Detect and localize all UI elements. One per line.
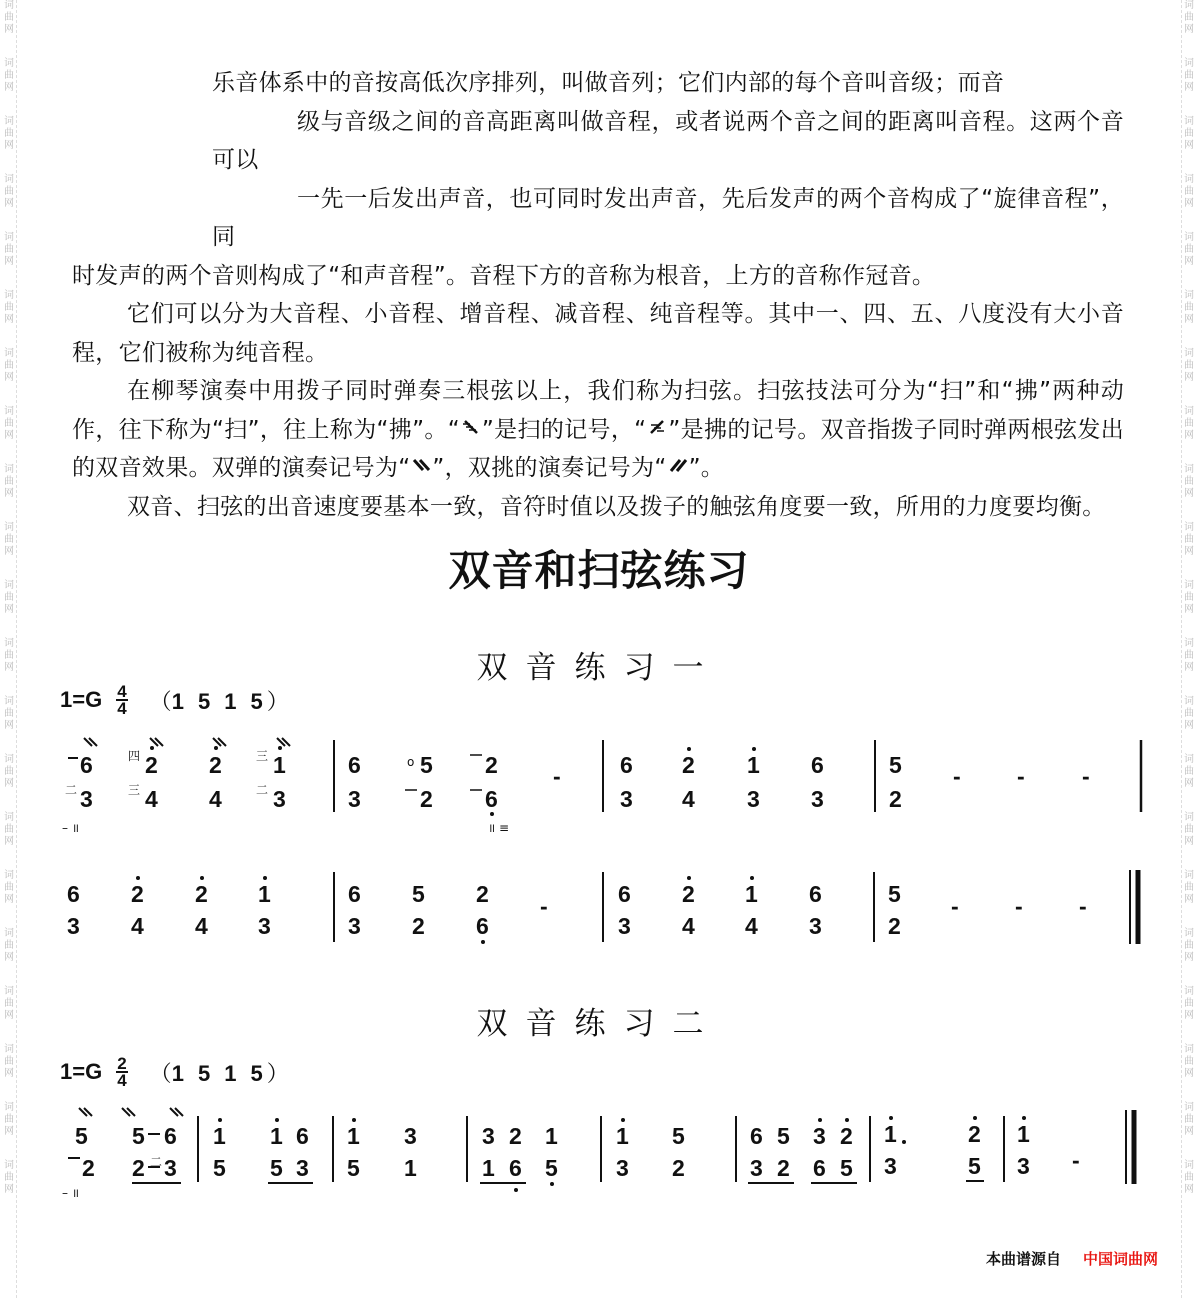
upper-note: 6 bbox=[348, 881, 361, 907]
lower-note: 3 bbox=[750, 1155, 763, 1181]
lower-note: 2 bbox=[132, 1155, 145, 1181]
upper-note: 5 bbox=[777, 1123, 790, 1149]
watermark-text: 词 曲 网 bbox=[1184, 174, 1194, 209]
tuning-pickup: （1515） bbox=[149, 688, 289, 714]
source-site-link[interactable]: 中国词曲网 bbox=[1082, 1250, 1158, 1268]
repeat-mark: ॥ ≡ bbox=[488, 821, 510, 835]
watermark-text: 词 曲 网 bbox=[1184, 870, 1194, 905]
watermark-text: 词 曲 网 bbox=[4, 986, 14, 1021]
string-mark: 三 bbox=[128, 783, 141, 797]
upper-note: 3 bbox=[482, 1123, 495, 1149]
upper-note: 6 bbox=[80, 752, 93, 778]
watermark-text: 词 曲 网 bbox=[1184, 638, 1194, 673]
watermark-text: 词 曲 网 bbox=[4, 522, 14, 557]
watermark-text: 词 曲 网 bbox=[4, 754, 14, 789]
watermark-text: 词 曲 网 bbox=[1184, 696, 1194, 731]
exercise-2-key bbox=[60, 1052, 289, 1092]
lower-note: 6 bbox=[813, 1155, 826, 1181]
lower-note: 6 bbox=[476, 913, 489, 939]
watermark-text: 词 曲 网 bbox=[4, 870, 14, 905]
upper-note: 5 bbox=[412, 881, 425, 907]
string-mark: 三 bbox=[256, 749, 269, 763]
lower-note: 5 bbox=[347, 1155, 360, 1181]
upper-note: 6 bbox=[164, 1123, 177, 1149]
time-denominator: 4 bbox=[117, 699, 127, 718]
source-label: 本曲谱源自 bbox=[985, 1250, 1061, 1268]
text-run: ”。 bbox=[688, 455, 725, 481]
paragraph-line: 级与音级之间的音高距离叫做音程，或者说两个音之间的距离叫音程。这两个音可以 bbox=[212, 108, 1124, 173]
double-lift-mark-icon bbox=[667, 455, 689, 475]
watermark-text: 词 曲 网 bbox=[1184, 928, 1194, 963]
upper-note: 2 bbox=[195, 881, 208, 907]
lower-note: 6 bbox=[485, 786, 498, 812]
tuning-pickup: （1515） bbox=[149, 1060, 289, 1086]
key-label: 1=G bbox=[60, 1059, 103, 1084]
watermark-text: 词 曲 网 bbox=[1184, 116, 1194, 151]
text-run: ”是拂的记号。双音指拨子同时弹两根弦发出的双音效果。双弹的演奏记号为“ bbox=[72, 416, 1124, 481]
lower-note: 3 bbox=[811, 786, 824, 812]
time-denominator: 4 bbox=[117, 1071, 127, 1090]
lower-note: 2 bbox=[672, 1155, 685, 1181]
watermark-text: 词 曲 网 bbox=[1184, 290, 1194, 325]
watermark-text: 词 曲 网 bbox=[1184, 232, 1194, 267]
harmonic-mark: o bbox=[407, 755, 415, 769]
watermark-text: 词 曲 网 bbox=[4, 696, 14, 731]
lower-note: 2 bbox=[889, 786, 902, 812]
repeat-mark: – ॥ bbox=[62, 1186, 80, 1200]
upper-note: 6 bbox=[620, 752, 633, 778]
dash: - bbox=[1079, 893, 1087, 919]
watermark-text: 词 曲 网 bbox=[1184, 58, 1194, 93]
exercise-2-title: 双音练习二 bbox=[476, 1006, 722, 1042]
brush-mark-icon bbox=[646, 417, 668, 437]
upper-note: 2 bbox=[485, 752, 498, 778]
watermark-text: 词 曲 网 bbox=[1184, 1102, 1194, 1137]
paragraph-line: 乐音体系中的音按高低次序排列，叫做音列；它们内部的每个音叫音级；而音 bbox=[212, 70, 1005, 96]
text-run: ”，双挑的演奏记号为“ bbox=[432, 455, 667, 481]
pickup-note: 5 bbox=[250, 1060, 267, 1086]
dash: - bbox=[1017, 763, 1025, 789]
watermark-text: 词 曲 网 bbox=[4, 0, 14, 35]
watermark-text: 词 曲 网 bbox=[1184, 0, 1194, 35]
lower-note: 3 bbox=[618, 913, 631, 939]
upper-note: 5 bbox=[672, 1123, 685, 1149]
upper-note: 5 bbox=[888, 881, 901, 907]
watermark-text: 词 曲 网 bbox=[4, 290, 14, 325]
upper-note: 1 bbox=[273, 752, 286, 778]
upper-note: 6 bbox=[811, 752, 824, 778]
upper-note: 2 bbox=[682, 881, 695, 907]
watermark-text: 词 曲 网 bbox=[1184, 812, 1194, 847]
lower-note: 2 bbox=[82, 1155, 95, 1181]
upper-note: 1 bbox=[745, 881, 758, 907]
watermark-text: 词 曲 网 bbox=[4, 116, 14, 151]
upper-note: 5 bbox=[132, 1123, 145, 1149]
lower-note: 3 bbox=[884, 1153, 897, 1179]
watermark-text: 词 曲 网 bbox=[1184, 986, 1194, 1021]
watermark-text: 词 曲 网 bbox=[1184, 464, 1194, 499]
lower-note: 2 bbox=[412, 913, 425, 939]
lower-note: 2 bbox=[777, 1155, 790, 1181]
exercise-1-row-1 bbox=[0, 730, 1198, 850]
text-run: 在柳琴演奏中用拨子同时弹奏三根弦以上，我们称为扫弦。扫弦技法可分为“扫”和“拂”两种动作，往下称为“扫”，往上称为“拂”。“ bbox=[72, 378, 1124, 443]
upper-note: 6 bbox=[809, 881, 822, 907]
string-mark: 二 bbox=[256, 783, 269, 797]
upper-note: 3 bbox=[404, 1123, 417, 1149]
lower-note: 3 bbox=[620, 786, 633, 812]
lower-note: 3 bbox=[273, 786, 286, 812]
paragraph-line: 一先一后发出声音，也可同时发出声音，先后发声的两个音构成了“旋律音程”，同 bbox=[212, 185, 1124, 250]
body-text bbox=[72, 64, 1124, 526]
upper-note: 1 bbox=[747, 752, 760, 778]
lower-note: 1 bbox=[482, 1155, 495, 1181]
upper-note: 2 bbox=[145, 752, 158, 778]
upper-note: 1 bbox=[545, 1123, 558, 1149]
pickup-note: 1 bbox=[171, 1060, 198, 1086]
lower-note: 4 bbox=[682, 786, 695, 812]
dash: - bbox=[953, 763, 961, 789]
watermark-text: 词 曲 网 bbox=[1184, 580, 1194, 615]
exercise-2-row bbox=[0, 1102, 1198, 1212]
lower-note: 3 bbox=[616, 1155, 629, 1181]
upper-note: 5 bbox=[75, 1123, 88, 1149]
upper-note: 2 bbox=[131, 881, 144, 907]
pickup-note: 5 bbox=[197, 688, 225, 714]
paragraph-consistency: 双音、扫弦的出音速度要基本一致，音符时值以及拨子的触弦角度要一致，所用的力度要均衡。 bbox=[127, 493, 1106, 520]
watermark-text: 词 曲 网 bbox=[1184, 754, 1194, 789]
pickup-note: 1 bbox=[171, 688, 198, 714]
lower-note: 4 bbox=[682, 913, 695, 939]
pickup-note: 1 bbox=[224, 1060, 251, 1086]
upper-note: 6 bbox=[296, 1123, 309, 1149]
upper-note: 6 bbox=[750, 1123, 763, 1149]
string-mark: 二 bbox=[65, 783, 78, 797]
exercise-1-row-2 bbox=[0, 862, 1198, 952]
upper-note: 1 bbox=[616, 1123, 629, 1149]
dash: - bbox=[1072, 1147, 1080, 1173]
lower-note: 3 bbox=[80, 786, 93, 812]
lower-note: 3 bbox=[747, 786, 760, 812]
dash: - bbox=[553, 763, 561, 789]
repeat-mark: – ॥ bbox=[62, 821, 80, 835]
time-numerator: 2 bbox=[117, 1054, 127, 1073]
watermark-text: 词 曲 网 bbox=[4, 464, 14, 499]
watermark-text: 词 曲 网 bbox=[4, 1102, 14, 1137]
lower-note: 5 bbox=[545, 1155, 558, 1181]
watermark-text: 词 曲 网 bbox=[4, 638, 14, 673]
upper-note: 2 bbox=[509, 1123, 522, 1149]
sweep-mark-icon bbox=[460, 417, 482, 437]
upper-note: 6 bbox=[348, 752, 361, 778]
watermark-text: 词 曲 网 bbox=[1184, 1160, 1194, 1195]
dash: - bbox=[951, 893, 959, 919]
lower-note: 3 bbox=[296, 1155, 309, 1181]
lower-note: 3 bbox=[348, 786, 361, 812]
upper-note: 6 bbox=[618, 881, 631, 907]
paragraph-line: 时发声的两个音则构成了“和声音程”。音程下方的音称为根音，上方的音称作冠音。 bbox=[72, 262, 936, 289]
lower-note: 3 bbox=[258, 913, 271, 939]
upper-note: 1 bbox=[270, 1123, 283, 1149]
watermark-text: 词 曲 网 bbox=[1184, 406, 1194, 441]
lower-note: 1 bbox=[404, 1155, 417, 1181]
watermark-text: 词 曲 网 bbox=[4, 406, 14, 441]
watermark-text: 词 曲 网 bbox=[4, 812, 14, 847]
lower-note: 3 bbox=[348, 913, 361, 939]
exercise-1-title: 双音练习一 bbox=[476, 650, 722, 686]
upper-note: 2 bbox=[840, 1123, 853, 1149]
upper-note: 1 bbox=[1017, 1121, 1030, 1147]
watermark-text: 词 曲 网 bbox=[1184, 522, 1194, 557]
upper-note: 1 bbox=[884, 1121, 897, 1147]
upper-note: 1 bbox=[347, 1123, 360, 1149]
paragraph-strumming bbox=[72, 372, 1124, 488]
lower-note: 3 bbox=[1017, 1153, 1030, 1179]
time-signature bbox=[116, 684, 127, 716]
upper-note: 3 bbox=[813, 1123, 826, 1149]
watermark-text: 词 曲 网 bbox=[4, 348, 14, 383]
dash: - bbox=[1082, 763, 1090, 789]
lower-note: 4 bbox=[145, 786, 158, 812]
lower-note: 2 bbox=[888, 913, 901, 939]
paragraph-interval bbox=[72, 64, 1124, 295]
pickup-note: 5 bbox=[250, 688, 267, 714]
time-numerator: 4 bbox=[117, 682, 127, 701]
exercise-1-key bbox=[60, 680, 289, 720]
dash: - bbox=[1015, 893, 1023, 919]
double-pluck-mark-icon bbox=[410, 455, 432, 475]
page-title: 双音和扫弦练习 bbox=[448, 546, 750, 595]
upper-note: 6 bbox=[67, 881, 80, 907]
string-mark: 二 bbox=[150, 1155, 163, 1169]
text-run: ”是扫的记号，“ bbox=[481, 416, 647, 443]
watermark-text: 词 曲 网 bbox=[4, 928, 14, 963]
watermark-text: 词 曲 网 bbox=[4, 1160, 14, 1195]
pickup-note: 1 bbox=[224, 688, 251, 714]
upper-note: 2 bbox=[476, 881, 489, 907]
watermark-text: 词 曲 网 bbox=[4, 1044, 14, 1079]
upper-note: 5 bbox=[420, 752, 433, 778]
lower-note: 5 bbox=[968, 1153, 981, 1179]
lower-note: 3 bbox=[67, 913, 80, 939]
watermark-text: 词 曲 网 bbox=[4, 580, 14, 615]
pickup-note: 5 bbox=[197, 1060, 225, 1086]
lower-note: 5 bbox=[213, 1155, 226, 1181]
lower-note: 4 bbox=[745, 913, 758, 939]
upper-note: 5 bbox=[889, 752, 902, 778]
lower-note: 4 bbox=[195, 913, 208, 939]
upper-note: 2 bbox=[968, 1121, 981, 1147]
source-footer bbox=[986, 1248, 1158, 1269]
key-label: 1=G bbox=[60, 687, 103, 712]
lower-note: 4 bbox=[209, 786, 222, 812]
lower-note: 4 bbox=[131, 913, 144, 939]
lower-note: 5 bbox=[840, 1155, 853, 1181]
watermark-text: 词 曲 网 bbox=[4, 174, 14, 209]
paragraph-pure-interval: 它们可以分为大音程、小音程、增音程、减音程、纯音程等。其中一、四、五、八度没有大小音程，它们被称为纯音程。 bbox=[72, 301, 1124, 366]
upper-note: 2 bbox=[682, 752, 695, 778]
lower-note: 3 bbox=[809, 913, 822, 939]
lower-note: 6 bbox=[509, 1155, 522, 1181]
lower-note: 5 bbox=[270, 1155, 283, 1181]
upper-note: 2 bbox=[209, 752, 222, 778]
watermark-text: 词 曲 网 bbox=[1184, 1044, 1194, 1079]
lower-note: 2 bbox=[420, 786, 433, 812]
watermark-text: 词 曲 网 bbox=[1184, 348, 1194, 383]
upper-note: 1 bbox=[213, 1123, 226, 1149]
lower-note: 3 bbox=[164, 1155, 177, 1181]
time-signature bbox=[116, 1056, 127, 1088]
watermark-text: 词 曲 网 bbox=[4, 58, 14, 93]
string-mark: 四 bbox=[128, 749, 141, 763]
upper-note: 1 bbox=[258, 881, 271, 907]
dash: - bbox=[540, 893, 548, 919]
watermark-text: 词 曲 网 bbox=[4, 232, 14, 267]
